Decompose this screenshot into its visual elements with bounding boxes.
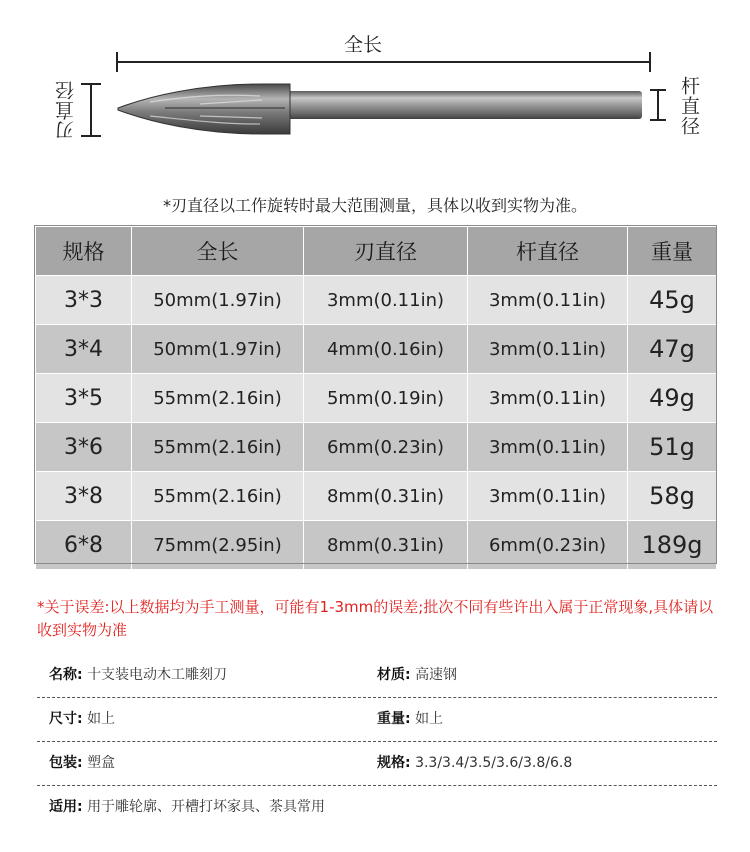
drill-bit-illustration [0,0,750,180]
cell-total-length: 55mm(2.16in) [132,374,304,423]
table-row [36,276,717,325]
cell-model: 6*8 [36,521,132,570]
cell-model: 3*3 [36,276,132,325]
info-spec [377,741,572,785]
info-row-usage [37,785,717,829]
info-spec-value: 3.3/3.4/3.5/3.6/3.8/6.8 [415,755,573,771]
cell-shank-diameter: 6mm(0.23in) [468,521,628,570]
info-name-value: 十支装电动木工雕刻刀 [87,667,228,683]
info-weight-key: 重量: [377,711,411,727]
cell-total-length: 55mm(2.16in) [132,472,304,521]
error-warning: *关于误差:以上数据均为手工测量，可能有1-3mm的误差;批次不同有些许出入属于正常现象,具体请以收到实物为准 [37,598,714,639]
info-usage-key: 适用: [49,799,83,815]
info-package-key: 包装: [49,755,83,771]
table-header-row [36,227,717,276]
table-row [36,374,717,423]
cell-model: 3*5 [36,374,132,423]
info-spec-key: 规格: [377,755,411,771]
cell-shank-diameter: 3mm(0.11in) [468,276,628,325]
cell-blade-diameter: 5mm(0.19in) [304,374,468,423]
table-row [36,423,717,472]
header-blade-diameter: 刃直径 [304,227,468,276]
info-size [49,697,115,741]
cell-blade-diameter: 3mm(0.11in) [304,276,468,325]
cell-shank-diameter: 3mm(0.11in) [468,423,628,472]
cell-weight: 51g [628,423,717,472]
info-name [49,653,227,697]
total-length-label: 全长 [344,34,383,56]
info-row-name-material [37,653,717,698]
table-row [36,521,717,570]
cell-blade-diameter: 6mm(0.23in) [304,423,468,472]
cell-shank-diameter: 3mm(0.11in) [468,472,628,521]
cell-weight: 49g [628,374,717,423]
cell-model: 3*4 [36,325,132,374]
shank-diameter-label: 杆直径 [678,76,700,136]
cell-weight: 47g [628,325,717,374]
header-total-length: 全长 [132,227,304,276]
info-row-package-spec [37,741,717,786]
info-size-key: 尺寸: [49,711,83,727]
cell-total-length: 75mm(2.95in) [132,521,304,570]
cell-total-length: 50mm(1.97in) [132,276,304,325]
info-package [49,741,115,785]
blade-diameter-dimension [81,84,101,136]
spec-table [35,226,717,570]
cell-blade-diameter: 8mm(0.31in) [304,472,468,521]
cell-shank-diameter: 3mm(0.11in) [468,374,628,423]
measurement-note: *刃直径以工作旋转时最大范围测量，具体以收到实物为准。 [162,196,587,215]
cell-blade-diameter: 8mm(0.31in) [304,521,468,570]
info-package-value: 塑盒 [87,755,116,771]
header-model: 规格 [36,227,132,276]
blade-head-shape [118,84,290,134]
cell-blade-diameter: 4mm(0.16in) [304,325,468,374]
cell-model: 3*6 [36,423,132,472]
cell-shank-diameter: 3mm(0.11in) [468,325,628,374]
info-material-value: 高速钢 [415,667,458,683]
info-usage [49,785,325,829]
cell-model: 3*8 [36,472,132,521]
header-shank-diameter: 杆直径 [468,227,628,276]
info-usage-value: 用于雕轮廓、开槽打坏家具、茶具常用 [87,799,326,815]
cell-weight: 189g [628,521,717,570]
table-row [36,472,717,521]
header-weight: 重量 [628,227,717,276]
table-row [36,325,717,374]
cell-total-length: 50mm(1.97in) [132,325,304,374]
shank-shape [286,91,642,119]
info-row-size-weight [37,697,717,742]
info-name-key: 名称: [49,667,83,683]
cell-total-length: 55mm(2.16in) [132,423,304,472]
shank-diameter-dimension [650,90,666,120]
info-material-key: 材质: [377,667,411,683]
info-material [377,653,457,697]
info-weight-value: 如上 [415,711,444,727]
cell-weight: 45g [628,276,717,325]
blade-diameter-label: 刃直径 [55,80,77,140]
total-length-dimension [117,52,650,72]
info-size-value: 如上 [87,711,116,727]
product-diagram [0,0,750,180]
cell-weight: 58g [628,472,717,521]
info-weight [377,697,443,741]
